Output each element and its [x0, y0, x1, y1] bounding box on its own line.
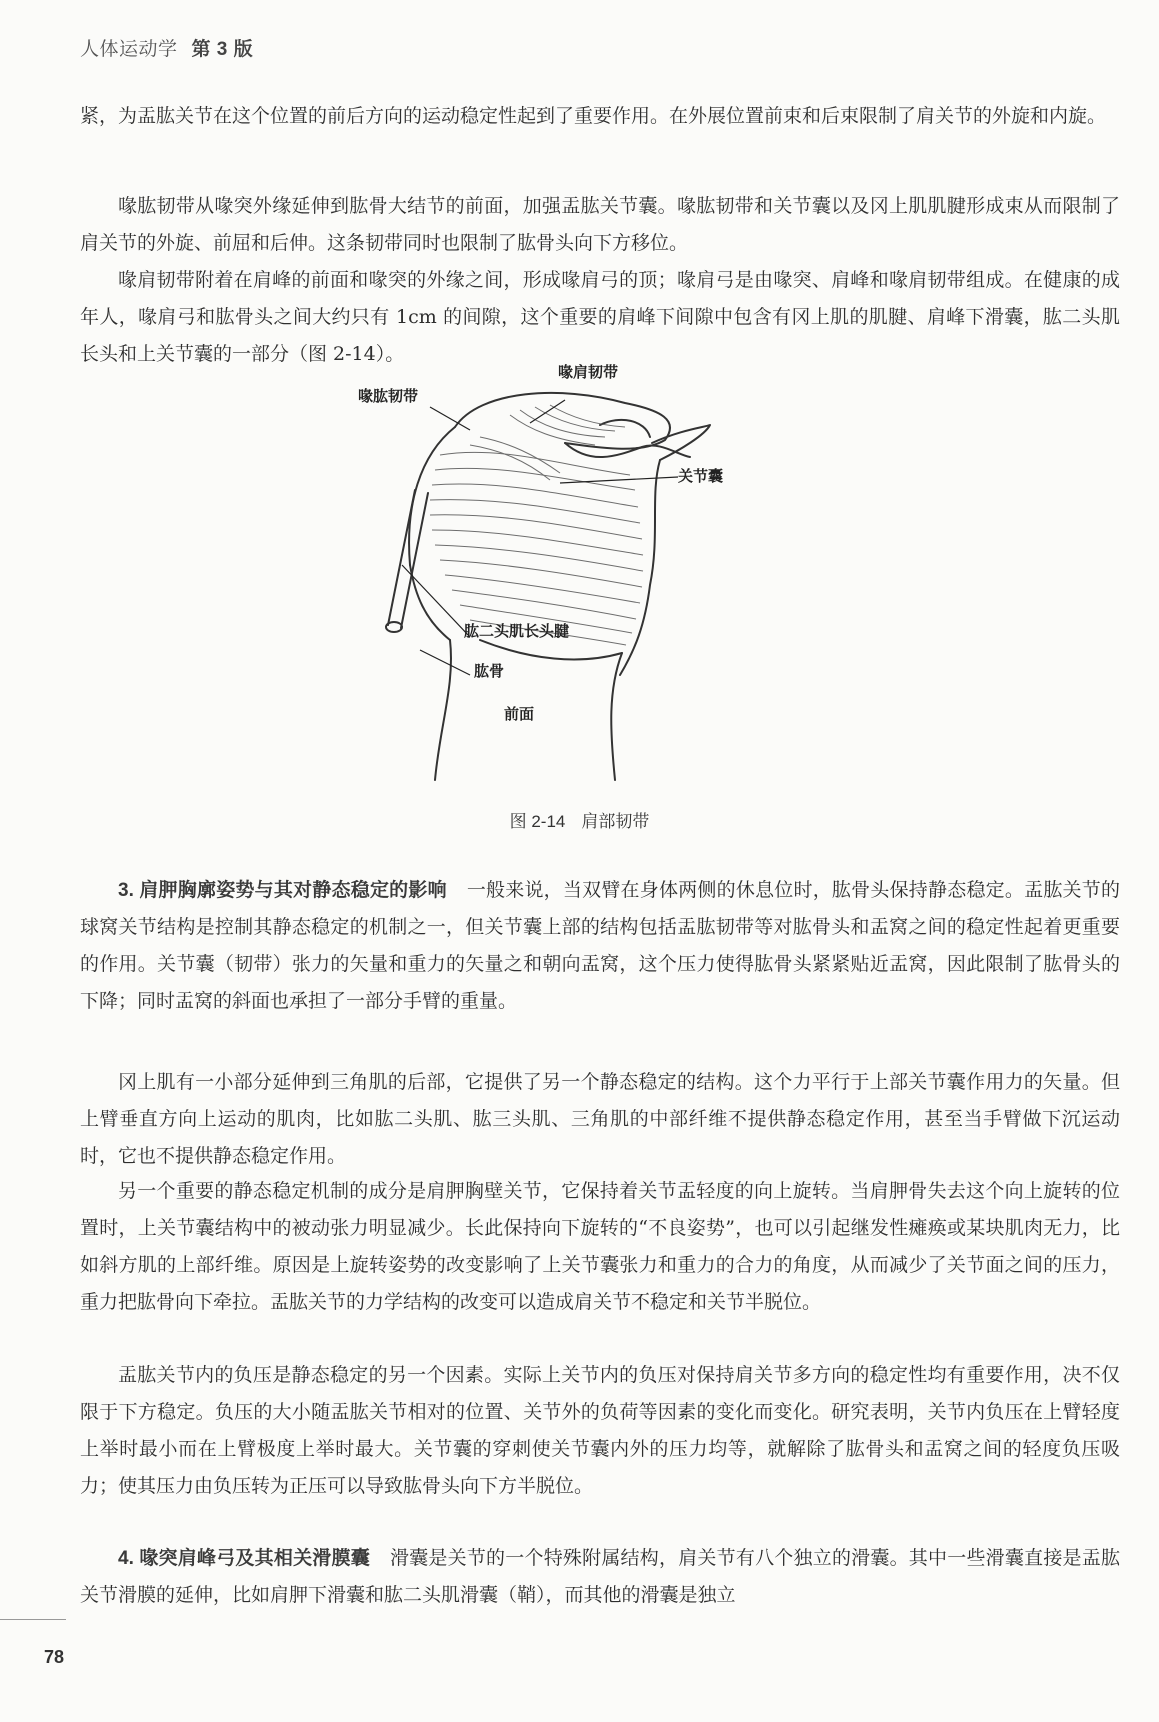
paragraph	[80, 872, 1120, 1020]
paragraph: 冈上肌有一小部分延伸到三角肌的后部，它提供了另一个静态稳定的结构。这个力平行于上部关节囊作用力的矢量。但上臂垂直方向上运动的肌肉，比如肱二头肌、肱三头肌、三角肌的中部纤维不提供静态稳定作用，甚至当手臂做下沉运动时，它也不提供静态稳定作用。	[80, 1071, 1120, 1167]
figure-number: 图 2-14	[509, 812, 566, 831]
running-head	[80, 34, 253, 61]
paragraph-text: 一般来说，当双臂在身体两侧的休息位时，肱骨头保持静态稳定。盂肱关节的球窝关节结构是控制其静态稳定的机制之一，但关节囊上部的结构包括盂肱韧带等对肱骨头和盂窝之间的稳定性起着更重要的作用。关节囊（韧带）张力的矢量和重力的矢量之和朝向盂窝，这个压力使得肱骨头紧紧贴近盂窝，因此限制了肱骨头的下降；同时盂窝的斜面也承担了一部分手臂的重量。	[80, 879, 1120, 1012]
shoulder-ligament-figure	[358, 363, 820, 785]
page-number: 78	[44, 1647, 65, 1667]
label-anterior-view: 前面	[504, 705, 535, 723]
label-joint-capsule: 关节囊	[678, 467, 724, 485]
figure-caption	[0, 807, 1159, 832]
book-title: 人体运动学	[80, 39, 178, 60]
label-coracoacromial-ligament: 喙肩韧带	[558, 363, 619, 381]
footer-rule	[0, 1619, 66, 1620]
paragraph: 紧，为盂肱关节在这个位置的前后方向的运动稳定性起到了重要作用。在外展位置前束和后束限制了肩关节的外旋和内旋。	[80, 105, 1107, 127]
label-coracohumeral-ligament: 喙肱韧带	[358, 387, 419, 405]
paragraph: 盂肱关节内的负压是静态稳定的另一个因素。实际上关节内的负压对保持肩关节多方向的稳定性均有重要作用，决不仅限于下方稳定。负压的大小随盂肱关节相对的位置、关节外的负荷等因素的变化而变化。研究表明，关节内负压在上臂轻度上举时最小而在上臂极度上举时最大。关节囊的穿刺使关节囊内外的压力均等，就解除了肱骨头和盂窝之间的轻度负压吸力；使其压力由负压转为正压可以导致肱骨头向下方半脱位。	[80, 1364, 1120, 1497]
paragraph	[80, 1540, 1120, 1614]
paragraph: 喙肱韧带从喙突外缘延伸到肱骨大结节的前面，加强盂肱关节囊。喙肱韧带和关节囊以及冈上肌肌腱形成束从而限制了肩关节的外旋、前屈和后伸。这条韧带同时也限制了肱骨头向下方移位。	[80, 195, 1120, 254]
figure-caption-text: 肩部韧带	[581, 812, 650, 832]
shoulder-illustration	[360, 385, 820, 785]
paragraph: 另一个重要的静态稳定机制的成分是肩胛胸壁关节，它保持着关节盂轻度的向上旋转。当肩胛骨失去这个向上旋转的位置时，上关节囊结构中的被动张力明显减少。长此保持向下旋转的“不良姿势”，也可以引起继发性瘫痪或某块肌肉无力，比如斜方肌的上部纤维。原因是上旋转姿势的改变影响了上关节囊张力和重力的合力的角度，从而减少了关节面之间的压力，重力把肱骨向下牵拉。盂肱关节的力学结构的改变可以造成肩关节不稳定和关节半脱位。	[80, 1180, 1120, 1313]
label-humerus: 肱骨	[474, 662, 505, 680]
label-biceps-long-head-tendon: 肱二头肌长头腱	[464, 622, 570, 640]
paragraph: 喙肩韧带附着在肩峰的前面和喙突的外缘之间，形成喙肩弓的顶；喙肩弓是由喙突、肩峰和喙肩韧带组成。在健康的成年人，喙肩弓和肱骨头之间大约只有 1cm 的间隙，这个重要的肩峰下间隙中包含有冈上肌的肌腱、肩峰下滑囊，肱二头肌长头和上关节囊的一部分（图 2-14）。	[80, 269, 1120, 365]
edition-label: 第 3 版	[191, 39, 254, 60]
section-heading: 3. 肩胛胸廓姿势与其对静态稳定的影响	[118, 880, 447, 901]
paragraph-text: 滑囊是关节的一个特殊附属结构，肩关节有八个独立的滑囊。其中一些滑囊直接是盂肱关节滑膜的延伸，比如肩胛下滑囊和肱二头肌滑囊（鞘），而其他的滑囊是独立	[80, 1547, 1120, 1606]
section-heading: 4. 喙突肩峰弓及其相关滑膜囊	[118, 1548, 370, 1569]
